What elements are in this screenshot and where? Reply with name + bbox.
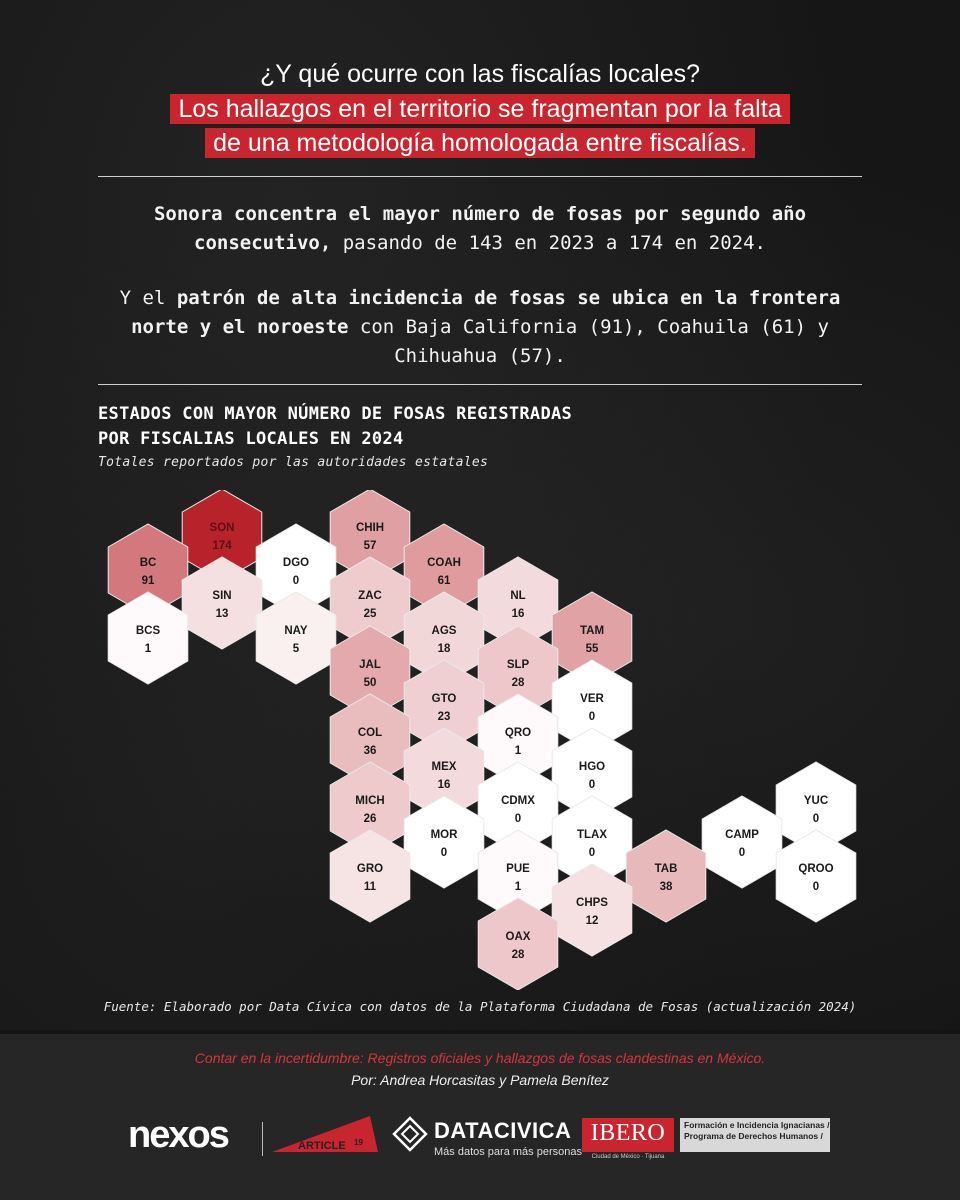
ibero-logo-text: IBERO [590, 1120, 666, 1146]
hex-value-coah: 61 [437, 575, 451, 587]
hex-label-slp: SLP [506, 659, 530, 671]
ibero-logo [582, 1118, 674, 1152]
hex-value-slp: 28 [511, 677, 525, 689]
hex-value-ags: 18 [437, 643, 451, 655]
hex-label-tlax: TLAX [576, 829, 608, 841]
hex-value-jal: 50 [363, 677, 377, 689]
hex-tile-tab [626, 830, 706, 922]
hex-value-qroo: 0 [812, 881, 820, 893]
hex-label-bcs: BCS [135, 625, 161, 637]
datacivica-tagline: Más datos para más personas [434, 1146, 582, 1158]
hex-label-cdmx: CDMX [501, 795, 535, 807]
article19-logo-text: ARTICLE [298, 1140, 346, 1152]
hex-value-pue: 1 [514, 881, 522, 893]
hex-tile-sin [182, 557, 262, 649]
article19-logo [270, 1112, 380, 1162]
hex-value-gro: 11 [363, 881, 377, 893]
hex-tile-mor [404, 796, 484, 888]
hex-label-qroo: QROO [798, 863, 834, 875]
hex-gro [330, 830, 410, 922]
hex-value-qro: 1 [514, 745, 522, 757]
paragraph-pattern-text: con Baja California (91), Coahuila (61) y Chihuahua (57). [348, 316, 829, 367]
hex-value-dgo: 0 [292, 575, 300, 587]
divider-middle [98, 384, 862, 385]
hex-tile-map [0, 490, 960, 990]
datacivica-logo [392, 1116, 582, 1158]
hex-tile-bcs [108, 592, 188, 684]
hex-label-tab: TAB [654, 863, 678, 875]
hex-label-ver: VER [580, 693, 604, 705]
hex-tab [626, 830, 706, 922]
hex-value-chih: 57 [363, 540, 377, 552]
hex-label-tam: TAM [579, 625, 605, 637]
hex-label-mor: MOR [430, 829, 458, 841]
hex-label-gro: GRO [356, 863, 384, 875]
hex-value-son: 174 [212, 540, 232, 552]
hex-mor [404, 796, 484, 888]
datacivica-name: DATACIVICA [434, 1118, 572, 1143]
hex-label-coah: COAH [427, 557, 461, 569]
hex-label-col: COL [357, 727, 383, 739]
hex-bcs [108, 592, 188, 684]
paragraph-sonora [98, 200, 862, 258]
logo-separator [262, 1122, 263, 1156]
hex-value-nay: 5 [292, 643, 300, 655]
hex-label-camp: CAMP [725, 829, 759, 841]
footer [0, 1034, 960, 1200]
datacivica-icon [392, 1116, 428, 1152]
paragraph-sonora-text: pasando de 143 en 2023 a 174 en 2024. [331, 232, 766, 254]
paragraph-sonora-bold: Sonora concentra el mayor número de fosas por segundo año consecutivo, [153, 203, 807, 254]
hex-value-ver: 0 [588, 711, 596, 723]
hex-value-chps: 12 [585, 915, 599, 927]
hex-label-qro: QRO [504, 727, 532, 739]
hex-chps [552, 864, 632, 956]
hex-value-mor: 0 [440, 847, 448, 859]
ibero-program-line-1: Formación e Incidencia Ignacianas / [684, 1120, 830, 1130]
hex-label-sin: SIN [212, 590, 232, 602]
headline-question: ¿Y qué ocurre con las fiscalías locales? [259, 60, 701, 88]
hex-label-ags: AGS [431, 625, 457, 637]
paragraph-pattern-bold: patrón de alta incidencia de fosas se ubica en la frontera norte y el noroeste [131, 287, 841, 338]
hex-camp [702, 796, 782, 888]
hex-value-mich: 26 [363, 813, 377, 825]
paragraph-pattern-pre: Y el [119, 287, 177, 309]
nexos-logo: nexos [128, 1114, 228, 1156]
article19-logo-number: 19 [354, 1138, 363, 1147]
hex-label-nl: NL [510, 590, 526, 602]
hex-label-oax: OAX [505, 931, 531, 943]
divider-top [98, 176, 862, 177]
ibero-program-line-2: Programa de Derechos Humanos / [684, 1131, 823, 1141]
hex-value-col: 36 [363, 745, 377, 757]
highlight-line-1: Los hallazgos en el territorio se fragmentan por la falta [170, 94, 789, 124]
hex-label-bc: BC [139, 557, 157, 569]
hex-label-jal: JAL [359, 659, 381, 671]
hex-value-tab: 38 [659, 881, 673, 893]
chart-title-line-2: POR FISCALIAS LOCALES EN 2024 [98, 429, 404, 449]
chart-title-line-1: ESTADOS CON MAYOR NÚMERO DE FOSAS REGISTRADAS [98, 404, 573, 424]
hex-value-cdmx: 0 [514, 813, 522, 825]
footer-authors: Por: Andrea Horcasitas y Pamela Benítez [351, 1072, 609, 1088]
hex-value-gto: 23 [437, 711, 451, 723]
hex-label-nay: NAY [284, 625, 308, 637]
hex-tile-chps [552, 864, 632, 956]
hex-label-yuc: YUC [803, 795, 829, 807]
hex-nay [256, 592, 336, 684]
hex-label-son: SON [209, 522, 235, 534]
hex-tile-camp [702, 796, 782, 888]
hex-value-oax: 28 [511, 949, 525, 961]
paragraph-pattern [98, 284, 862, 371]
hex-value-nl: 16 [511, 608, 525, 620]
hex-label-dgo: DGO [282, 557, 310, 569]
hex-label-gto: GTO [431, 693, 457, 705]
highlight-line-2: de una metodología homologada entre fiscalías. [205, 128, 755, 158]
hex-oax [478, 898, 558, 990]
hex-value-sin: 13 [215, 608, 229, 620]
hex-tile-nay [256, 592, 336, 684]
hex-label-chps: CHPS [576, 897, 608, 909]
hex-label-hgo: HGO [578, 761, 606, 773]
hex-label-pue: PUE [506, 863, 530, 875]
hex-label-chih: CHIH [355, 522, 385, 534]
hex-tile-qroo [776, 830, 856, 922]
hex-value-zac: 25 [363, 608, 377, 620]
hex-value-camp: 0 [738, 847, 746, 859]
hex-label-mex: MEX [431, 761, 457, 773]
source-note: Fuente: Elaborado por Data Cívica con datos de la Plataforma Ciudadana de Fosas (actualización 2024) [103, 999, 857, 1014]
hex-sin [182, 557, 262, 649]
headline-highlight [0, 92, 960, 160]
hex-value-tlax: 0 [588, 847, 596, 859]
hex-value-bcs: 1 [144, 643, 152, 655]
footer-report-title: Contar en la incertidumbre: Registros oficiales y hallazgos de fosas clandestinas en México. [194, 1050, 766, 1066]
hex-tile-gro [330, 830, 410, 922]
hex-value-yuc: 0 [812, 813, 820, 825]
hex-label-zac: ZAC [358, 590, 382, 602]
hex-label-mich: MICH [355, 795, 385, 807]
hex-qroo [776, 830, 856, 922]
chart-subtitle: Totales reportados por las autoridades estatales [98, 455, 489, 470]
ibero-program-label [680, 1118, 830, 1152]
hex-value-hgo: 0 [588, 779, 596, 791]
hex-tile-oax [478, 898, 558, 990]
hex-value-bc: 91 [141, 575, 155, 587]
ibero-city: Ciudad de México · Tijuana [591, 1154, 665, 1160]
chart-title [98, 402, 572, 452]
hex-value-tam: 55 [585, 643, 599, 655]
hex-value-mex: 16 [437, 779, 451, 791]
